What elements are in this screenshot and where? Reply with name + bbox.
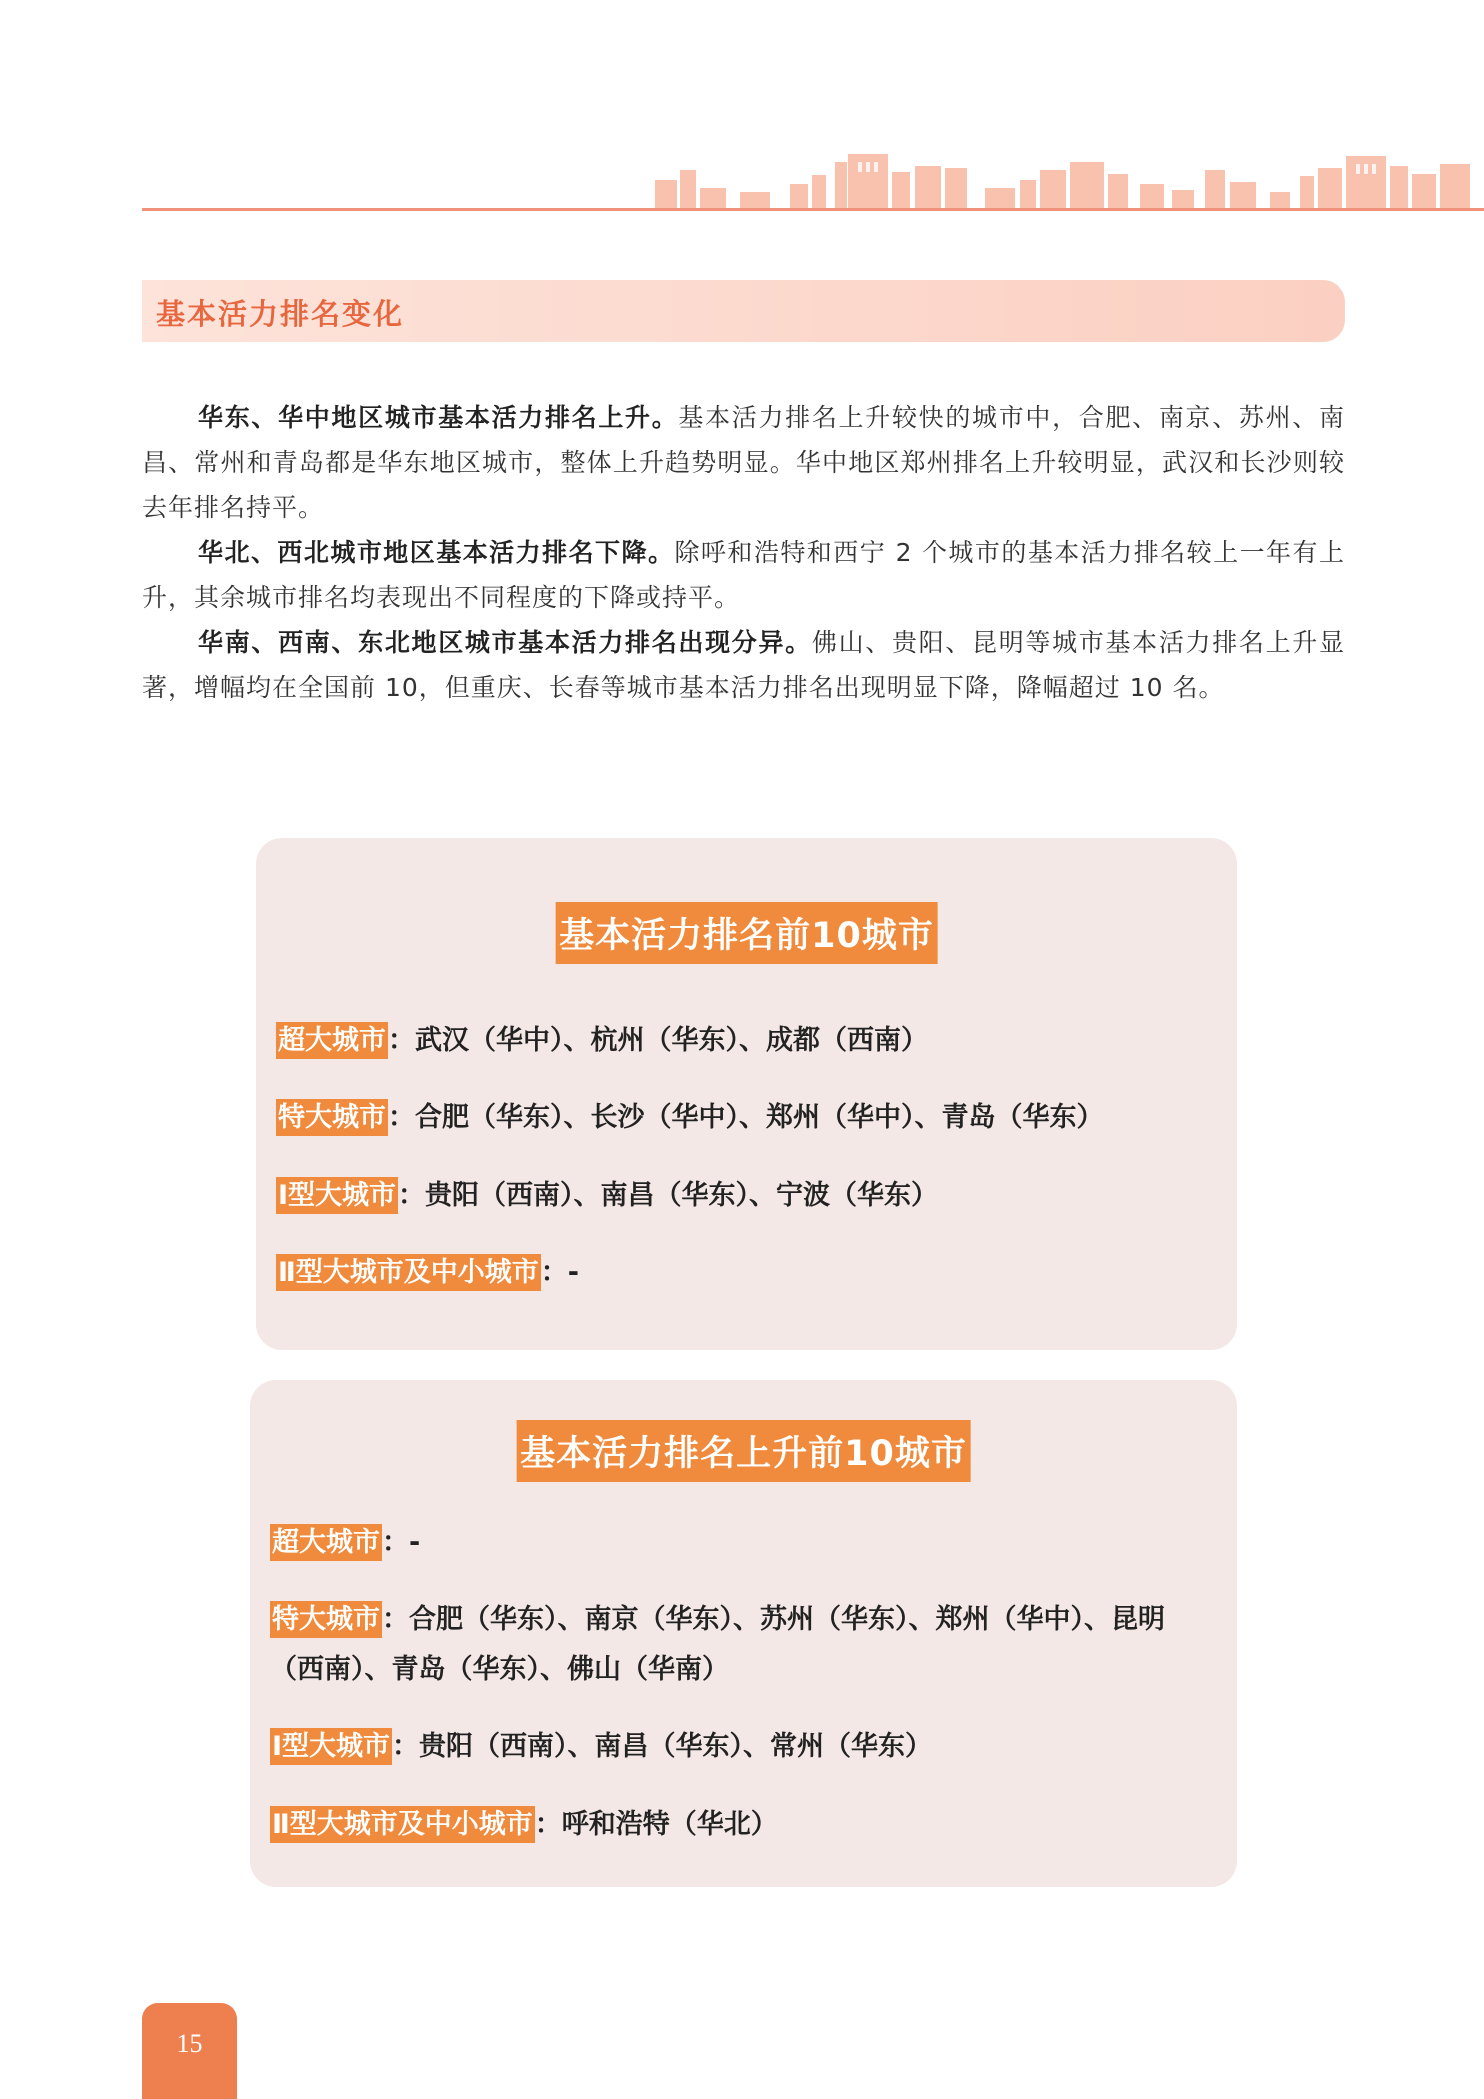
card-row-type2-city	[270, 1800, 1200, 1850]
section-title: 基本活力排名变化	[156, 297, 405, 331]
card-row-type1-city	[270, 1722, 1200, 1772]
paragraph	[142, 620, 1345, 710]
paragraph-text: 基本活力排名上升较快的城市中，合肥、南京、苏州、南昌、常州和青岛都是华东地区城市，整体上升趋势明显。华中地区郑州排名上升较明显，武汉和长沙则较去年排名持平。	[142, 403, 1345, 522]
category-tag: 特大城市	[276, 1099, 388, 1136]
section-heading-band	[142, 280, 1345, 342]
top10-cities-card	[256, 838, 1237, 1350]
header-rule	[142, 208, 1484, 211]
city-list: ：贵阳（西南）、南昌（华东）、宁波（华东）	[398, 1180, 939, 1211]
card-title: 基本活力排名上升前10城市	[516, 1420, 971, 1482]
category-tag: 超大城市	[270, 1524, 382, 1561]
paragraph-lead: 华北、西北城市地区基本活力排名下降。	[198, 538, 675, 567]
body-text	[142, 395, 1345, 710]
city-list: ：武汉（华中）、杭州（华东）、成都（西南）	[388, 1025, 928, 1056]
city-list: ：呼和浩特（华北）	[534, 1809, 778, 1840]
city-list: ：合肥（华东）、南京（华东）、苏州（华东）、郑州（华中）、昆明（西南）、青岛（华东）、佛山（华南）	[270, 1604, 1165, 1685]
category-tag: 超大城市	[276, 1022, 388, 1059]
page-number-tab	[142, 2003, 237, 2099]
city-list: ：-	[540, 1257, 580, 1288]
card-title: 基本活力排名前10城市	[555, 902, 938, 964]
skyline-decoration	[0, 140, 1484, 215]
category-tag: Ⅰ型大城市	[276, 1177, 398, 1214]
paragraph-text: 除呼和浩特和西宁 2 个城市的基本活力排名较上一年有上升，其余城市排名均表现出不同程度的下降或持平。	[142, 538, 1345, 612]
card-row-type2-city	[276, 1248, 1206, 1298]
city-list: ：合肥（华东）、长沙（华中）、郑州（华中）、青岛（华东）	[388, 1102, 1104, 1133]
page-number: 15	[176, 2029, 203, 2058]
paragraph-lead: 华东、华中地区城市基本活力排名上升。	[198, 403, 679, 432]
category-tag: 特大城市	[270, 1601, 382, 1638]
card-row-type1-city	[276, 1171, 1206, 1221]
category-tag: Ⅰ型大城市	[270, 1728, 392, 1765]
paragraph-text: 佛山、贵阳、昆明等城市基本活力排名上升显著，增幅均在全国前 10，但重庆、长春等城市基本活力排名出现明显下降，降幅超过 10 名。	[142, 628, 1345, 702]
paragraph	[142, 395, 1345, 530]
category-tag: Ⅱ型大城市及中小城市	[270, 1806, 535, 1843]
paragraph	[142, 530, 1345, 620]
card-row-supercity	[270, 1595, 1200, 1695]
paragraph-lead: 华南、西南、东北地区城市基本活力排名出现分异。	[198, 628, 812, 657]
card-row-megacity	[270, 1518, 1200, 1568]
city-list: ：贵阳（西南）、南昌（华东）、常州（华东）	[392, 1731, 933, 1762]
card-row-megacity	[276, 1016, 1206, 1066]
city-list: ：-	[382, 1527, 421, 1558]
category-tag: Ⅱ型大城市及中小城市	[276, 1254, 541, 1291]
card-row-supercity	[276, 1093, 1206, 1143]
rank-rise-top10-card	[250, 1380, 1237, 1887]
